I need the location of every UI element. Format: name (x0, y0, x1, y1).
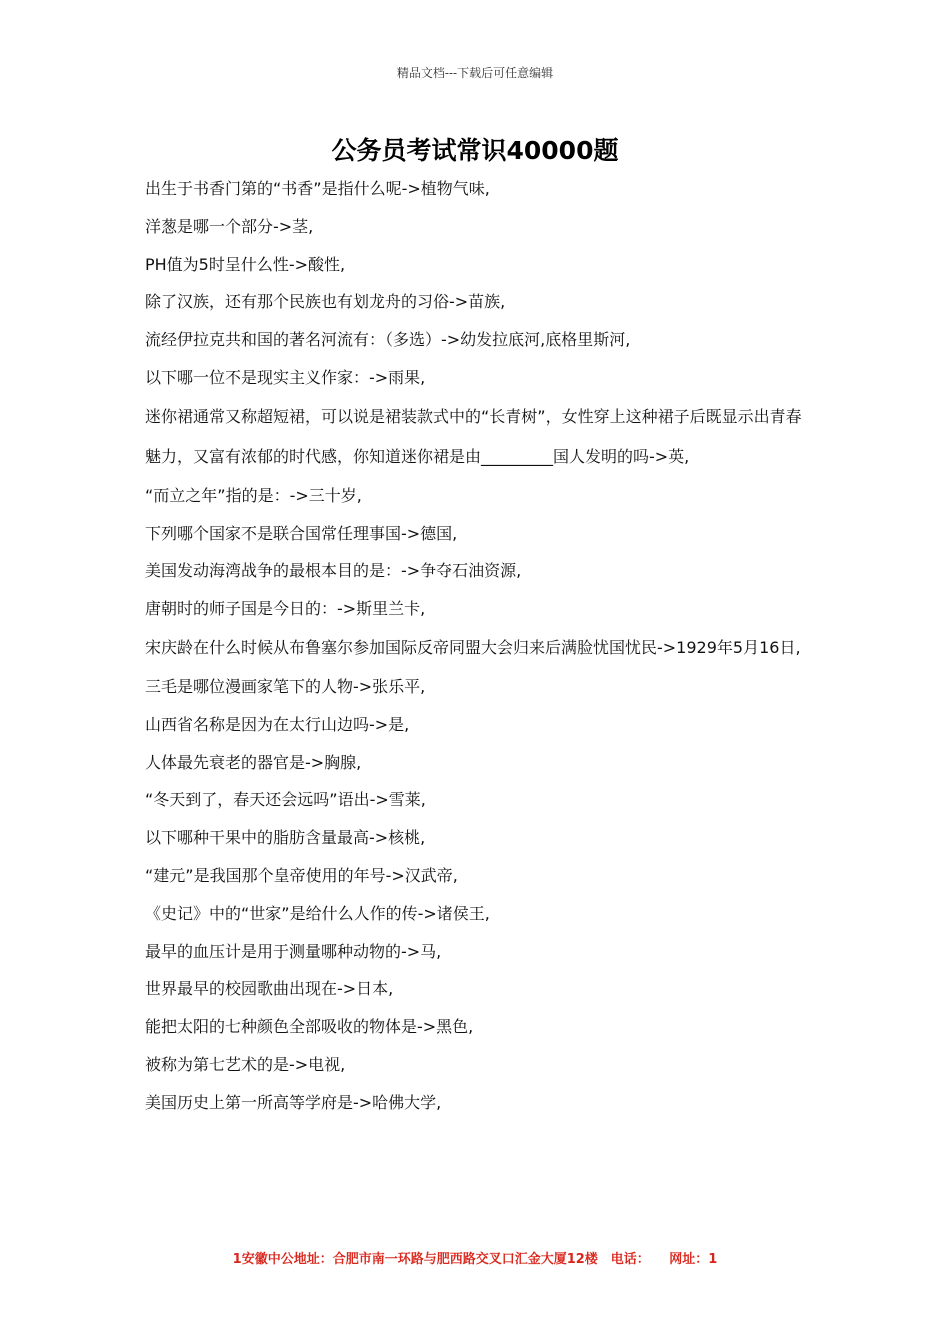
list-item: 三毛是哪位漫画家笔下的人物->张乐平, (145, 676, 426, 696)
list-item: “冬天到了，春天还会远吗”语出->雪莱, (145, 790, 426, 810)
list-item: 能把太阳的七种颜色全部吸收的物体是->黑色, (145, 1017, 474, 1037)
list-item: 《史记》中的“世家”是给什么人作的传->诸侯王, (145, 903, 490, 923)
list-item: 出生于书香门第的“书香”是指什么呢->植物气味, (145, 179, 490, 198)
question-list (145, 170, 810, 1122)
list-item: 下列哪个国家不是联合国常任理事国->德国, (145, 523, 458, 543)
list-item: “而立之年”指的是：->三十岁, (145, 485, 362, 505)
list-item: 宋庆龄在什么时候从布鲁塞尔参加国际反帝同盟大会归来后满脸忧国忧民->1929年5月16日, (145, 637, 801, 657)
list-item: PH值为5时呈什么性->酸性, (145, 254, 346, 274)
list-item: 唐朝时的师子国是今日的：->斯里兰卡, (145, 599, 426, 619)
list-item: 美国发动海湾战争的最根本目的是：->争夺石油资源, (145, 561, 522, 581)
list-item: 洋葱是哪一个部分->茎, (145, 216, 314, 236)
list-item: 最早的血压计是用于测量哪种动物的->马, (145, 941, 442, 961)
list-item: 美国历史上第一所高等学府是->哈佛大学, (145, 1092, 442, 1112)
list-item: 以下哪种干果中的脂肪含量最高->核桃, (145, 828, 426, 848)
list-item: 人体最先衰老的器官是->胸腺, (145, 752, 362, 772)
document-title: 公务员考试常识40000题 (331, 136, 619, 165)
list-item: 流经伊拉克共和国的著名河流有：（多选）->幼发拉底河,底格里斯河, (145, 330, 631, 350)
list-item: 迷你裙通常又称超短裙，可以说是裙装款式中的“长青树”，女性穿上这种裙子后既显示出青春魅力，又富有浓郁的时代感，你知道迷你裙是由_________国人发明的吗->英, (145, 406, 802, 466)
list-item: “建元”是我国那个皇帝使用的年号->汉武帝, (145, 865, 458, 885)
list-item: 除了汉族，还有那个民族也有划龙舟的习俗->苗族, (145, 292, 506, 312)
list-item: 被称为第七艺术的是->电视, (145, 1054, 346, 1074)
footer-address: 1安徽中公地址：合肥市南一环路与肥西路交叉口汇金大厦12楼 电话： 网址：1 (232, 1252, 718, 1267)
list-item: 世界最早的校园歌曲出现在->日本, (145, 979, 394, 999)
header-note: 精品文档---下载后可任意编辑 (396, 66, 554, 80)
list-item: 山西省名称是因为在太行山边吗->是, (145, 714, 410, 734)
list-item: 以下哪一位不是现实主义作家：->雨果, (145, 367, 426, 387)
